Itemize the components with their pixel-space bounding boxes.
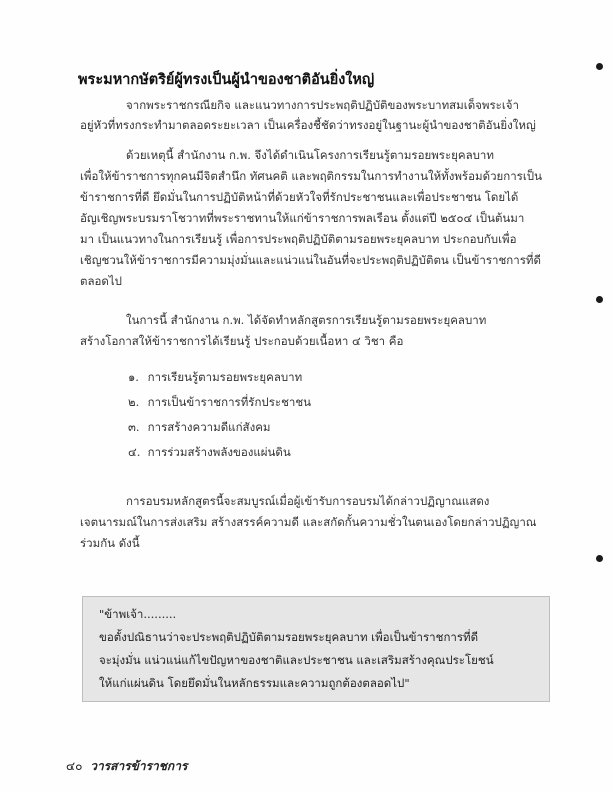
oath-line: จะมุ่งมั่น แน่วแน่แก้ไขปัญหาของชาติและประชาชน และเสริมสร้างคุณประโยชน์ [99, 653, 494, 667]
paragraph-line: เชิญชวนให้ข้าราชการมีความมุ่งมั่นและแน่วแน่ในอันที่จะประพฤติปฏิบัติตน เป็นข้าราชการที่ดี [80, 253, 541, 267]
magazine-title: วารสารข้าราชการ [90, 759, 188, 773]
list-number: ๑. [128, 370, 139, 384]
page-footer [66, 757, 187, 776]
list-text: การร่วมสร้างพลังของแผ่นดิน [147, 445, 291, 459]
paragraph-line: เจตนารมณ์ในการส่งเสริม สร้างสรรค์ความดี และสกัดกั้นความชั่วในตนเองโดยกล่าวปฏิญาณ [80, 515, 537, 529]
subject-list-item [128, 420, 270, 434]
subject-list-item [128, 395, 311, 409]
section-heading: พระมหากษัตริย์ผู้ทรงเป็นผู้นำของชาติอันยิ่งใหญ่ [78, 71, 375, 88]
paragraph-line: อยู่หัวที่ทรงกระทำมาตลอดระยะเวลา เป็นเครื่องชี้ชัดว่าทรงอยู่ในฐานะผู้นำของชาติอันยิ่งใหญ่ [80, 118, 536, 132]
paragraph-line: ข้าราชการที่ดี ยึดมั่นในการปฏิบัติหน้าที่ด้วยหัวใจที่รักประชาชนและเพื่อประชาชน โดยได้ [80, 190, 519, 204]
paragraph-line: การอบรมหลักสูตรนี้จะสมบูรณ์เมื่อผู้เข้ารับการอบรมได้กล่าวปฏิญาณแสดง [126, 494, 490, 508]
list-text: การเรียนรู้ตามรอยพระยุคลบาท [147, 370, 303, 384]
paragraph-line: จากพระราชกรณียกิจ และแนวทางการประพฤติปฏิบัติของพระบาทสมเด็จพระเจ้า [126, 98, 519, 112]
paragraph-line: ในการนี้ สำนักงาน ก.พ. ได้จัดทำหลักสูตรการเรียนรู้ตามรอยพระยุคลบาท [126, 313, 487, 327]
scan-mark-dot [596, 296, 603, 303]
oath-line: ขอตั้งปณิธานว่าจะประพฤติปฏิบัติตามรอยพระยุคลบาท เพื่อเป็นข้าราชการที่ดี [99, 630, 479, 644]
list-number: ๒. [128, 395, 140, 409]
list-text: การเป็นข้าราชการที่รักประชาชน [147, 395, 312, 409]
list-number: ๔. [128, 445, 141, 459]
scan-mark-dot [596, 63, 603, 70]
page-number: ๔๐ [66, 759, 83, 773]
paragraph-line: ร่วมกัน ดังนี้ [80, 536, 140, 550]
subject-list-item [128, 370, 302, 384]
oath-box [82, 596, 550, 702]
paragraph-line: สร้างโอกาสให้ข้าราชการได้เรียนรู้ ประกอบด้วยเนื้อหา ๔ วิชา คือ [80, 334, 404, 348]
oath-line: ให้แก่แผ่นดิน โดยยึดมั่นในหลักธรรมและความถูกต้องตลอดไป" [99, 676, 410, 690]
list-text: การสร้างความดีแก่สังคม [147, 420, 271, 434]
subject-list-item [128, 445, 291, 459]
paragraph-line: อัญเชิญพระบรมราโชวาทที่พระราชทานให้แก่ข้าราชการพลเรือน ตั้งแต่ปี ๒๕๐๔ เป็นต้นมา [80, 211, 525, 225]
paragraph-line: ด้วยเหตุนี้ สำนักงาน ก.พ. จึงได้ดำเนินโครงการเรียนรู้ตามรอยพระยุคลบาท [126, 148, 494, 162]
paragraph-line: มา เป็นแนวทางในการเรียนรู้ เพื่อการประพฤติปฏิบัติตามรอยพระยุคลบาท ประกอบกับเพื่อ [80, 232, 517, 246]
scan-mark-dot [596, 555, 603, 562]
paragraph-line: ตลอดไป [80, 274, 122, 288]
paragraph-line: เพื่อให้ข้าราชการทุกคนมีจิตสำนึก ทัศนคติ และพฤติกรรมในการทำงานให้ทั้งพร้อมด้วยการเป็น [80, 169, 542, 183]
oath-line: "ข้าพเจ้า......... [99, 607, 177, 621]
list-number: ๓. [128, 420, 140, 434]
